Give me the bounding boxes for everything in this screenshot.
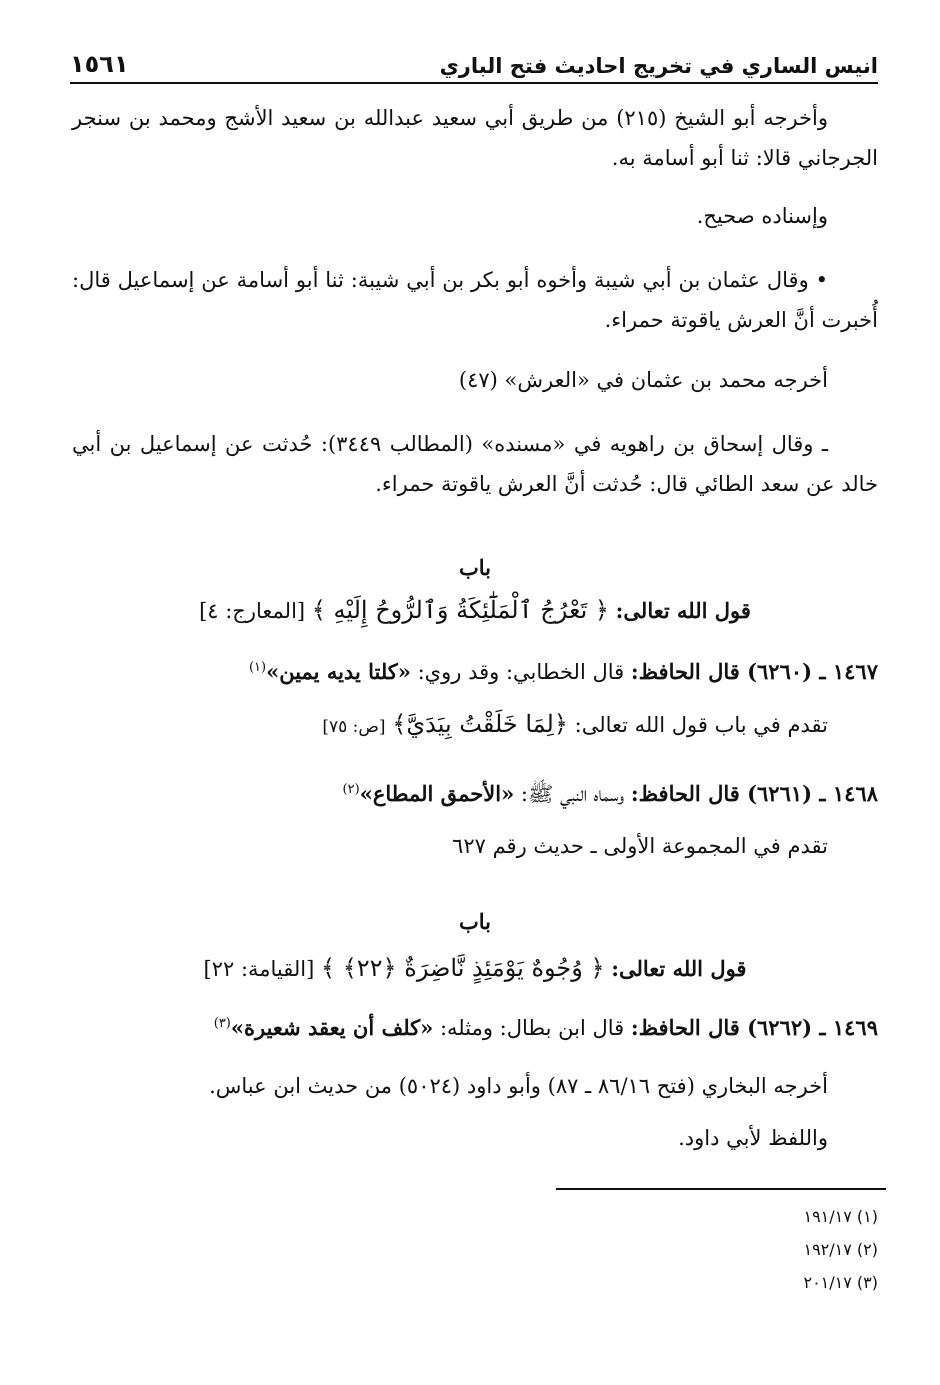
paragraph-lafz: واللفظ لأبي داود.	[678, 1126, 828, 1150]
bab-verse-line-1	[72, 590, 878, 631]
hadith-1467	[72, 648, 878, 692]
verse-reference: [المعارج: ٤]	[199, 599, 306, 623]
footnote-ref: (٢)	[342, 782, 360, 797]
bab-heading-2: باب	[458, 909, 491, 934]
quran-verse: ﴿ تَعْرُجُ ٱلْمَلَٰٓئِكَةُ وَٱلرُّوحُ إِلَيْهِ ﴾	[311, 596, 609, 624]
hadith-text: قال الخطابي: وقد روي:	[417, 660, 625, 684]
hadith-1468	[72, 770, 878, 814]
running-title: انيس الساري في تخريج احاديث فتح الباري	[439, 54, 878, 78]
bab-heading-1: باب	[458, 555, 491, 580]
paragraph-uthman: • وقال عثمان بن أبي شيبة وأخوه أبو بكر بن أبي شيبة: ثنا أبو أسامة عن إسماعيل قال: أُخبرت أنَّ العرش ياقوتة حمراء.	[72, 268, 878, 332]
paragraph-abu-shaykh: وأخرجه أبو الشيخ (٢١٥) من طريق أبي سعيد عبدالله بن سعيد الأشج ومحمد بن سنجر الجرجاني قالا: ثنا أبو أسامة به.	[72, 106, 878, 170]
footnote-ref: (١)	[248, 660, 267, 675]
bab-verse-line-2	[72, 948, 878, 989]
paragraph-ishaq: ـ وقال إسحاق بن راهويه في «مسنده» (المطالب ٣٤٤٩): حُدثت عن إسماعيل بن أبي خالد عن سعد الطائي قال: حُدثت أنَّ العرش ياقوتة حمراء.	[72, 432, 878, 496]
bab-prefix: قول الله تعالى:	[611, 956, 747, 981]
footnote-3: (٣) ٢٠١/١٧	[803, 1273, 878, 1292]
hadith-number: ١٤٦٨ ـ (٦٢٦١) قال الحافظ:	[630, 781, 878, 806]
hadith-1469	[72, 1004, 878, 1048]
bab-prefix: قول الله تعالى:	[615, 598, 751, 623]
footnote-ref: (٣)	[213, 1016, 231, 1031]
hadith-number: ١٤٦٩ ـ (٦٢٦٢) قال الحافظ:	[630, 1015, 878, 1040]
hadith-1467-note	[72, 704, 878, 747]
footnote-2: (٢) ١٩٢/١٧	[803, 1240, 878, 1259]
hadith-quote: «كلتا يديه يمين»	[266, 659, 411, 684]
paragraph-muhammad-uthman: أخرجه محمد بن عثمان في «العرش» (٤٧)	[458, 368, 828, 392]
hadith-quote: «كلف أن يعقد شعيرة»	[230, 1015, 434, 1040]
hadith-1468-note: تقدم في المجموعة الأولى ـ حديث رقم ٦٢٧	[452, 834, 828, 858]
quran-verse: ﴿ وُجُوهٌ يَوْمَئِذٍ نَّاضِرَةٌ ﴿٢٢﴾ ﴾	[321, 954, 605, 982]
verse-reference: [القيامة: ٢٢]	[203, 957, 315, 981]
footnote-divider	[556, 1188, 886, 1190]
hadith-number: ١٤٦٧ ـ (٦٢٦٠) قال الحافظ:	[630, 659, 878, 684]
footnote-1: (١) ١٩١/١٧	[803, 1207, 878, 1226]
paragraph-bukhari: أخرجه البخاري (فتح ٨٦/١٦ ـ ٨٧) وأبو داود (٥٠٢٤) من حديث ابن عباس.	[209, 1074, 828, 1098]
hadith-text: وسماه النبي ﷺ:	[520, 782, 625, 806]
page-number: ١٥٦١	[70, 50, 129, 78]
hadith-quote: «الأحمق المطاع»	[359, 781, 515, 806]
paragraph-isnad-sahih: وإسناده صحيح.	[696, 204, 828, 228]
note-text: تقدم في باب قول الله تعالى:	[574, 713, 828, 737]
footnotes	[578, 1200, 878, 1299]
verse-reference: [ص: ٧٥]	[322, 717, 386, 737]
quran-verse: ﴿لِمَا خَلَقْتُ بِيَدَيَّ﴾	[392, 710, 568, 738]
page-header	[70, 38, 878, 84]
hadith-text: قال ابن بطال: ومثله:	[439, 1016, 625, 1040]
